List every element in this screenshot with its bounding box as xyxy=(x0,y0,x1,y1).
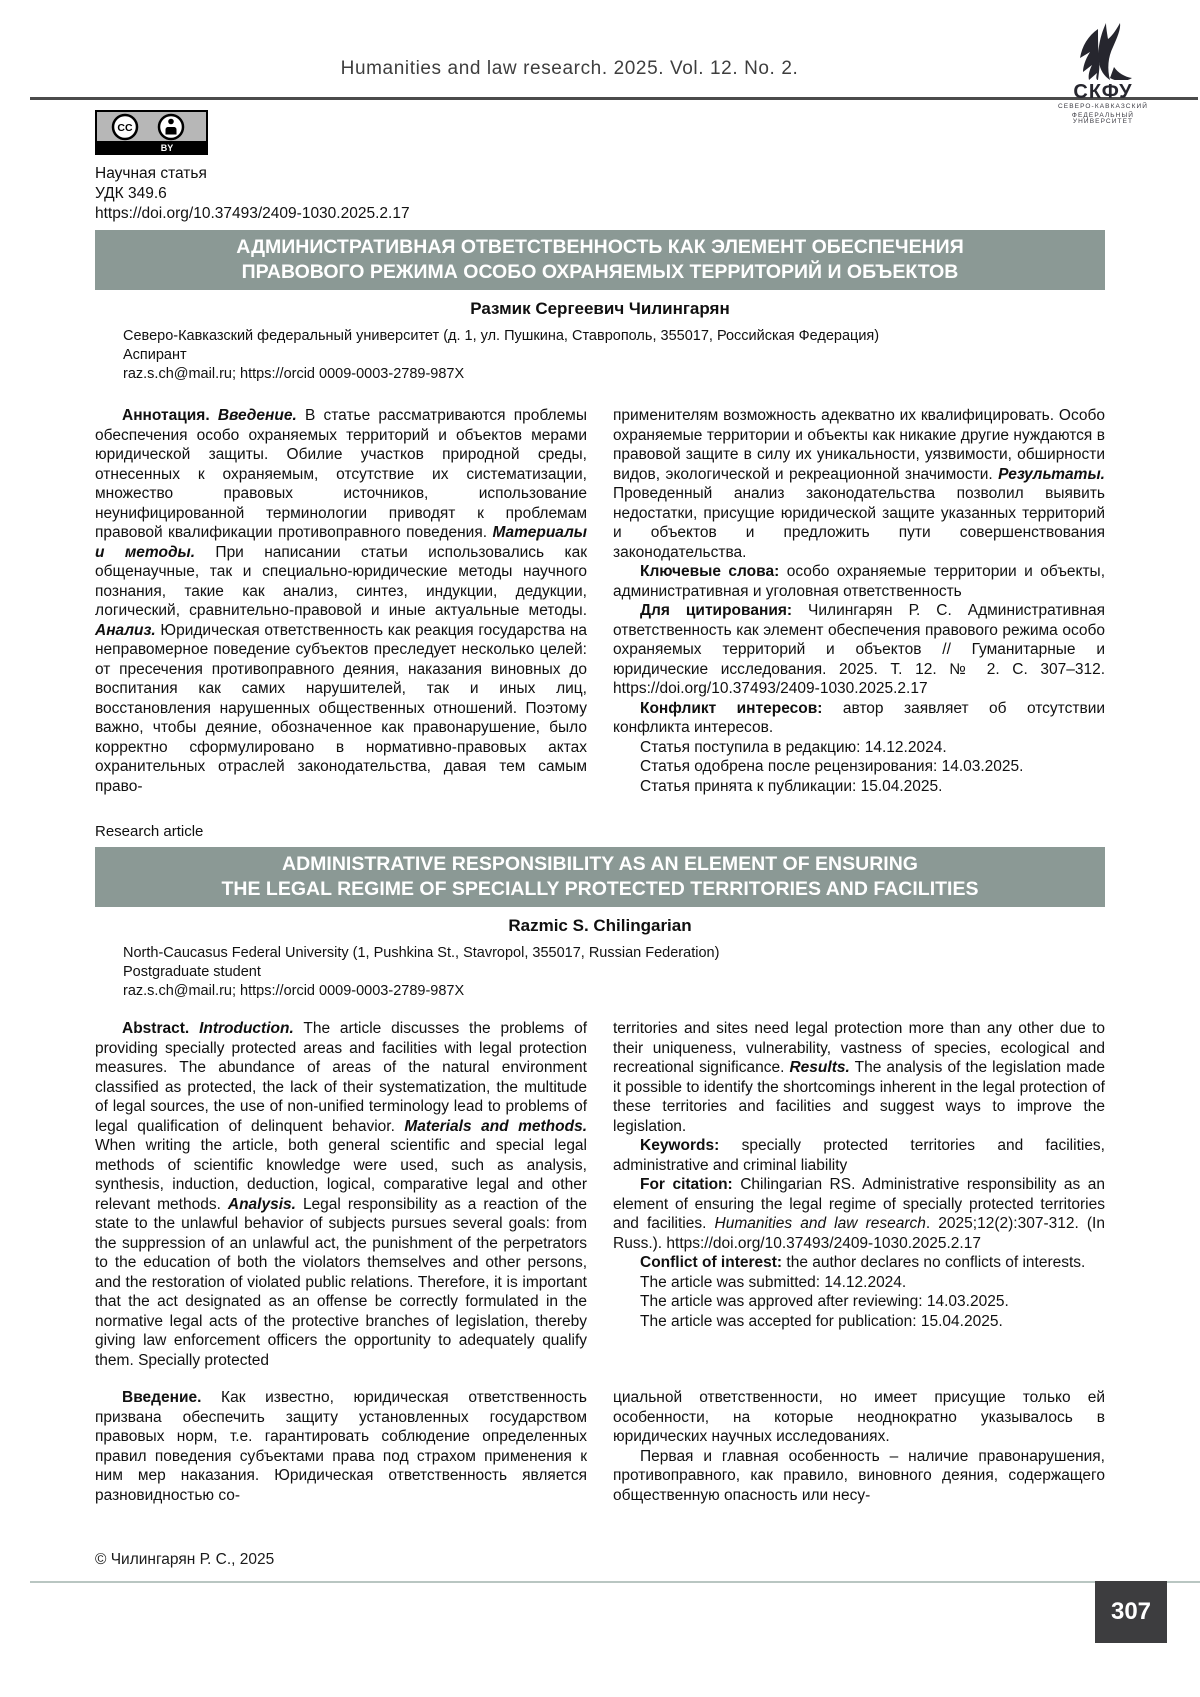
date-line: The article was submitted: 14.12.2024. xyxy=(640,1273,907,1291)
citation-paragraph: For citation: Chilingarian RS. Administrative responsibility as an element of ensuring the legal regime of specially protected territories and facilities. Humanities and law research. 2025;12(2):307-312. (In Russ.). https://doi.org/10.37493/2409-1030.2025.2.17 xyxy=(613,1176,1105,1252)
journal-title: Humanities and law research. 2025. Vol. 12. No. 2. xyxy=(340,58,799,79)
doi-line: https://doi.org/10.37493/2409-1030.2025.2.17 xyxy=(95,205,410,222)
abstract-en xyxy=(95,1019,1105,1370)
keywords-paragraph: Ключевые слова: особо охраняемые территории и объекты, административная и уголовная ответственность xyxy=(613,563,1106,600)
title-line: АДМИНИСТРАТИВНАЯ ОТВЕТСТВЕННОСТЬ КАК ЭЛЕМЕНТ ОБЕСПЕЧЕНИЯ xyxy=(236,236,964,258)
date-line: Статья принята к публикации: 15.04.2025. xyxy=(640,777,943,795)
conflict-paragraph: Conflict of interest: the author declares no conflicts of interests. xyxy=(640,1254,1086,1271)
keywords-paragraph: Keywords: specially protected territories and facilities, administrative and criminal liability xyxy=(613,1137,1105,1174)
svg-text:CC: CC xyxy=(117,122,133,134)
conflict-paragraph: Конфликт интересов: автор заявляет об отсутствии конфликта интересов. xyxy=(613,699,1106,736)
udc-number: УДК 349.6 xyxy=(95,185,167,202)
cc-by-license-badge xyxy=(95,110,1105,160)
intro-paragraph: циальной ответственности, но имеет присущие только ей особенности, на которые неоднократно указывалось в юридических научных исследованиях. xyxy=(613,1389,1105,1445)
logo-acronym: СКФУ xyxy=(1073,81,1133,103)
article-title-ru xyxy=(95,230,1105,290)
article-type-en: Research article xyxy=(95,823,204,840)
abstract-ru-left-column xyxy=(95,406,587,796)
date-line: Статья одобрена после рецензирования: 14.03.2025. xyxy=(640,758,1024,775)
position-line: Аспирант xyxy=(123,347,187,363)
article-title-en xyxy=(95,847,1105,907)
affiliation-en xyxy=(123,944,1105,1001)
footer-rule xyxy=(30,1581,1200,1583)
intro-paragraph: Первая и главная особенность – наличие правонарушения, противоправного, как правило, виновного деяния, содержащего общественную опасность или несу- xyxy=(613,1447,1105,1504)
article-type-ru: Научная статья xyxy=(95,165,207,182)
date-line: Статья поступила в редакцию: 14.12.2024. xyxy=(640,738,947,756)
abstract-ru xyxy=(95,406,1105,796)
page-number: 307 xyxy=(1095,1581,1167,1643)
abstract-paragraph: Abstract. Introduction. The article discusses the problems of providing specially protected areas and facilities with legal protection measures. The abundance of areas of the natural environment classified as protected, the lack of their systematization, the multitude of legal sources, the use of non-unified terminology lead to problems of legal qualification of delinquent behavior. Materials and methods. When writing the article, both general scientific and special legal methods of scientific knowledge were used, such as analysis, synthesis, induction, deduction, logical, comparative legal and other relevant methods. Analysis. Legal responsibility as a reaction of the state to the unlawful behavior of subjects pursues several goals: from the suppression of an unlawful act, the punishment of the perpetrators to the education of both the violators themselves and other persons, and the restoration of violated public relations. Therefore, it is important that the act designated as an offense be correctly formulated in the normative legal acts of the protective branches of legislation, thereby giving law enforcement officers the opportunity to adequately qualify them. Specially protected xyxy=(95,1020,588,1369)
contact-line: raz.s.ch@mail.ru; https://orcid 0009-0003-2789-987X xyxy=(123,983,465,999)
license-by-label: BY xyxy=(160,143,174,153)
author-name-en: Razmic S. Chilingarian xyxy=(508,916,692,935)
title-line: THE LEGAL REGIME OF SPECIALLY PROTECTED TERRITORIES AND FACILITIES xyxy=(221,878,979,900)
affiliation-line: Северо-Кавказский федеральный университет (д. 1, ул. Пушкина, Ставрополь, 355017, Российская Федерация) xyxy=(123,328,880,344)
abstract-ru-right-column xyxy=(613,406,1105,796)
person-icon xyxy=(159,115,183,139)
intro-left-column xyxy=(95,1388,587,1505)
position-line: Postgraduate student xyxy=(123,964,261,980)
title-line: ПРАВОВОГО РЕЖИМА ОСОБО ОХРАНЯЕМЫХ ТЕРРИТОРИЙ И ОБЪЕКТОВ xyxy=(241,261,959,283)
date-line: The article was accepted for publication: 15.04.2025. xyxy=(640,1312,1003,1330)
intro-paragraph: Введение. Как известно, юридическая ответственность призвана обеспечить защиту установленных государством правовых норм, т.е. гарантировать соблюдение определенных правил поведения субъектами права под страхом применения к ним мер наказания. Юридическая ответственность является разновидностью со- xyxy=(95,1389,587,1504)
title-line: ADMINISTRATIVE RESPONSIBILITY AS AN ELEMENT OF ENSURING xyxy=(282,853,918,875)
abstract-paragraph: применителям возможность адекватно их квалифицировать. Особо охраняемые территории и объекты как никакие другие нуждаются в правовой защите в силу их уникальности, уязвимости, обширности видов, экологической и рекреационной значимости. Результаты. Проведенный анализ законодательства позволил выявить недостатки, присущие юридической защите указанных территорий и объектов и предложить пути совершенствования законодательства. xyxy=(613,407,1105,561)
introduction-section xyxy=(95,1388,1105,1505)
author-name-ru: Размик Сергеевич Чилингарян xyxy=(470,299,730,318)
date-line: The article was approved after reviewing: 14.03.2025. xyxy=(640,1293,1009,1310)
affiliation-line: North-Caucasus Federal University (1, Pushkina St., Stavropol, 355017, Russian Federation) xyxy=(123,945,720,961)
copyright-note: © Чилингарян Р. С., 2025 xyxy=(95,1551,275,1568)
article-content xyxy=(0,110,1200,1505)
article-meta-ru xyxy=(95,164,1105,224)
header-rule xyxy=(30,97,1198,100)
abstract-en-left-column xyxy=(95,1019,587,1370)
logo-caption: ФЕДЕРАЛЬНЫЙ УНИВЕРСИТЕТ xyxy=(1071,111,1135,125)
page-header xyxy=(0,0,1200,125)
falcon-icon xyxy=(1060,22,1146,80)
affiliation-ru xyxy=(123,327,1105,384)
abstract-paragraph: territories and sites need legal protection more than any other due to their uniqueness, vulnerability, vastness of species, ecological and recreational significance. Results. The analysis of the legislation made it possible to identify the shortcomings inherent in the legal protection of these territories and facilities and suggest ways to improve the legislation. xyxy=(613,1020,1105,1135)
logo-caption: СЕВЕРО-КАВКАЗСКИЙ xyxy=(1058,103,1148,110)
cc-by-badge-icon xyxy=(95,110,208,155)
citation-paragraph: Для цитирования: Чилингарян Р. С. Административная ответственность как элемент обеспечения правового режима особо охраняемых территорий и объектов // Гуманитарные и юридические исследования. 2025. Т. 12. № 2. С. 307–312. https://doi.org/10.37493/2409-1030.2025.2.17 xyxy=(613,602,1105,697)
abstract-paragraph: Аннотация. Введение. В статье рассматриваются проблемы обеспечения особо охраняемых территорий и объектов мерами юридической защиты. Обилие участков природной среды, отнесенных к охраняемым, отсутствие их систематизации, множество правовых источников, использование неунифицированной терминологии приводят к проблемам правовой квалификации противоправного поведения. Материалы и методы. При написании статьи использовались как общенаучные, так и специально-юридические методы научного познания, такие как анализ, синтез, индукции, дедукции, логический, сравнительно-правовой и иные актуальные методы. Анализ. Юридическая ответственность как реакция государства на неправомерное поведение субъектов преследует несколько целей: от пресечения противоправного деяния, наказания виновных до воспитания как самих нарушителей, так и иных лиц, восстановления нарушенных общественных отношений. Поэтому важно, чтобы деяние, обозначенное как правонарушение, было корректно сформулировано в нормативно-правовых актах охранительных отраслей законодательства, давая тем самым право- xyxy=(95,407,587,795)
abstract-en-right-column xyxy=(613,1019,1105,1370)
intro-right-column xyxy=(613,1388,1105,1505)
contact-line: raz.s.ch@mail.ru; https://orcid 0009-0003-2789-987X xyxy=(123,366,465,382)
university-logo xyxy=(1044,22,1162,126)
